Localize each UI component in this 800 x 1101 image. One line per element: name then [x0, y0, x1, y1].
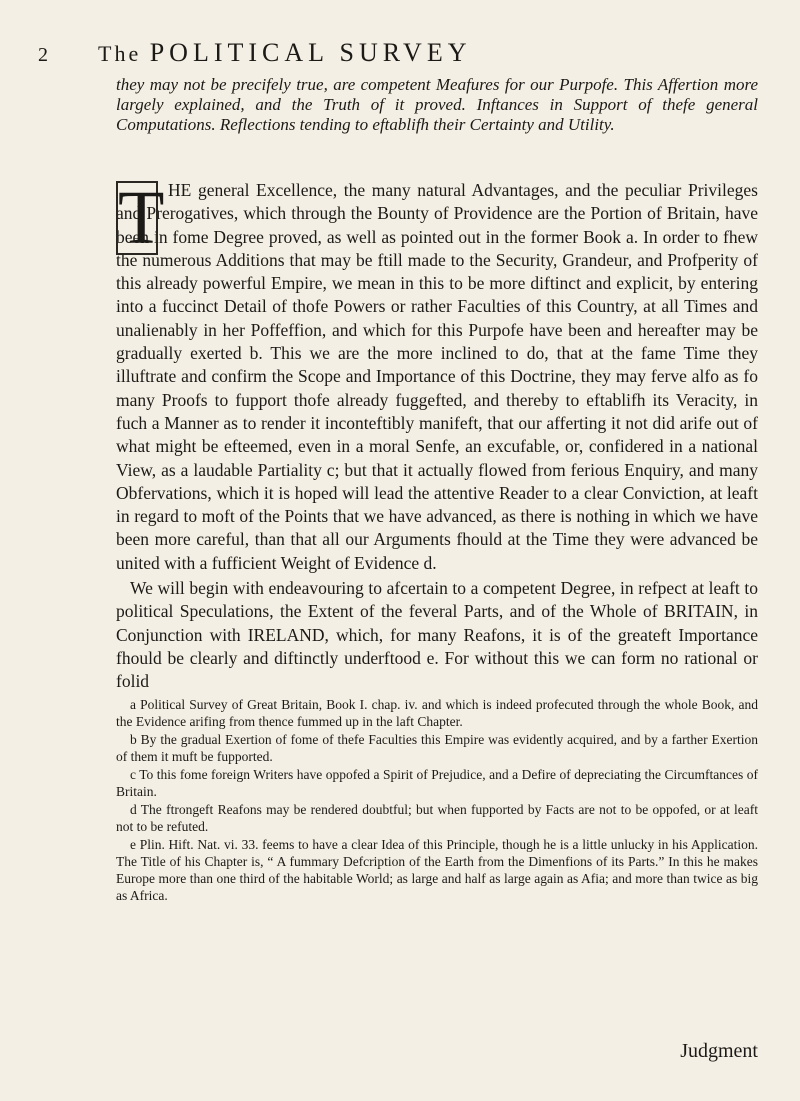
- footnote-b: b By the gradual Exertion of fome of thefe Faculties this Empire was evidently acquired, and by a farther Exertion of them it muft be fupported.: [116, 732, 758, 764]
- footnotes: [116, 696, 758, 905]
- chapter-argument: they may not be precifely true, are competent Meafures for our Purpofe. This Affertion more largely explained, and the Truth of it proved. Inftances in Support of thefe general Computations. Reflections tending to eftablifh their Certainty and Utility.: [116, 75, 758, 134]
- footnote-c: c To this fome foreign Writers have oppofed a Spirit of Prejudice, and a Defire of depreciating the Circumftances of Britain.: [116, 767, 758, 799]
- running-title-prefix: The: [98, 41, 142, 66]
- drop-cap: T: [118, 176, 165, 260]
- paragraph-1-text: HE general Excellence, the many natural Advantages, and the peculiar Privileges and Prerogatives, which through the Bounty of Providence are the Portion of Britain, have been in fome Degree proved, as well as pointed out in the former Book a. In order to fhew the numerous Additions that may be ftill made to the Security, Grandeur, and Profperity of this already powerful Empire, we mean in this to be more diftinct and explicit, by entering into a fuccinct Detail of thofe Powers or rather Faculties of this Country, at all Times and unalienably in her Poffeffion, and which for this Purpofe have been and hereafter may be gradually exerted b. This we are the more inclined to do, that at the fame Time they illuftrate and confirm the Scope and Importance of this Doctrine, they may ferve alfo as fo many Proofs to fupport thofe already fuggefted, and thereby to eftablifh its Veracity, in fuch a Manner as to render it inconteftibly manifeft, that our afferting it not did arife out of what might be efteemed, even in a moral Senfe, an excufable, or, confidered in a national View, as a laudable Partiality c; but that it actually flowed from ferious Enquiry, and many Obfervations, which it is hoped will lead the attentive Reader to a clear Conviction, at leaft in regard to moft of the Points that we have advanced, as there is nothing in which we have been more careful, than that all our Arguments fhould at the Time they were advanced be united with a fufficient Weight of Evidence d.: [116, 180, 758, 573]
- footnote-e: e Plin. Hift. Nat. vi. 33. feems to have a clear Idea of this Principle, though he is a little unlucky in his Application. The Title of his Chapter is, “ A fummary Defcription of the Earth from the Dimenfions of its Parts.” In this he makes Europe more than one third of the habitable World; as large and half as large again as Afia; and more than twice as big as Africa.: [116, 837, 758, 903]
- page-number: 2: [38, 44, 48, 66]
- paragraph-2: [116, 577, 758, 693]
- running-head: [38, 38, 760, 70]
- footnote-d: d The ftrongeft Reafons may be rendered doubtful; but when fupported by Facts are not to be oppofed, or at leaft not to be refuted.: [116, 802, 758, 834]
- running-title: [98, 38, 472, 68]
- paragraph-1: [116, 176, 758, 575]
- paragraph-2-text: We will begin with endeavouring to afcertain to a competent Degree, in refpect at leaft to political Speculations, the Extent of the feveral Parts, and of the Whole of BRITAIN, in Conjunction with IRELAND, which, for many Reafons, it is of the greateft Importance fhould be clearly and diftinctly underftood e. For without this we can form no rational or folid: [116, 578, 758, 692]
- catchword: Judgment: [680, 1040, 758, 1062]
- running-title-main: POLITICAL SURVEY: [149, 38, 472, 67]
- footnote-a: a Political Survey of Great Britain, Book I. chap. iv. and which is indeed profecuted through the whole Book, and the Evidence arifing from thence fummed up in the laft Chapter.: [116, 697, 758, 729]
